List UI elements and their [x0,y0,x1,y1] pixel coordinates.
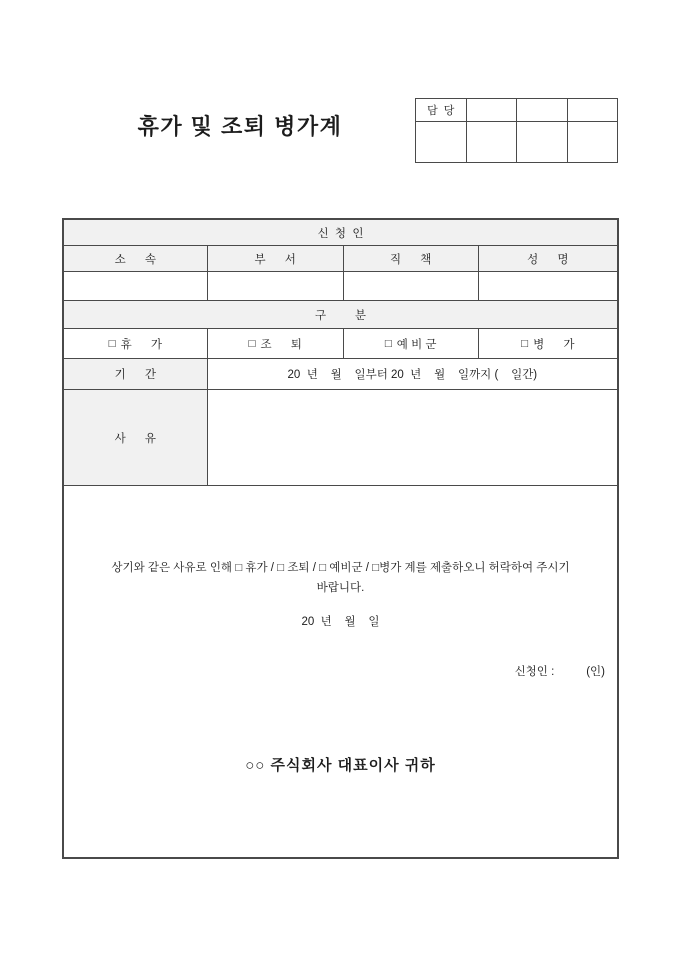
position-value-cell[interactable] [343,272,478,300]
recipient-line: ○○ 주식회사 대표이사 귀하 [245,757,436,774]
form-table [62,218,619,859]
approval-header-cell-empty-3 [567,99,618,121]
early-leave-option[interactable] [207,329,343,358]
reason-value-cell[interactable] [207,390,617,485]
applicant-header-row [64,245,617,271]
period-row [64,358,617,389]
approval-sign-cell-1[interactable] [416,122,466,162]
checkbox-icon[interactable]: □ [248,337,256,350]
closing-section [64,486,617,857]
affiliation-value-cell[interactable] [64,272,207,300]
category-options-row [64,328,617,358]
department-header: 부 서 [207,246,343,271]
closing-section-row [64,485,617,857]
form-title: 휴가 및 조퇴 병가계 [137,114,343,139]
reserve-army-option[interactable] [343,329,478,358]
approval-header-cell-damdang: 담 당 [427,105,455,117]
closing-date-line[interactable]: 20 년 월 일 [301,616,380,628]
approval-header-row [416,99,617,122]
applicant-value-row [64,271,617,300]
sick-leave-option-label: 병 가 [533,338,575,351]
closing-statement-line-1: 상기와 같은 사유로 인해 □ 휴가 / □ 조퇴 / □ 예비군 / □병가 계를 제출하오니 허락하여 주시기 [111,562,570,574]
reason-row [64,389,617,485]
position-header: 직 책 [343,246,478,271]
category-section-title: 구 분 [64,301,617,328]
approval-stamp-table [415,98,618,163]
sick-leave-option[interactable] [478,329,617,358]
affiliation-header: 소 속 [64,246,207,271]
approval-sign-cell-4[interactable] [567,122,618,162]
period-label: 기 간 [64,359,207,389]
vacation-option-label: 휴 가 [120,338,162,351]
name-header: 성 명 [478,246,617,271]
closing-statement-line-2: 바랍니다. [316,582,365,594]
checkbox-icon[interactable]: □ [384,337,392,350]
approval-sign-cell-3[interactable] [516,122,567,162]
applicant-section-title: 신 청 인 [64,220,617,245]
approval-sign-cell-2[interactable] [466,122,517,162]
early-leave-option-label: 조 퇴 [260,338,302,351]
period-value-cell[interactable]: 20 년 월 일부터 20 년 월 일까지 ( 일간) [207,359,617,389]
category-section-row [64,300,617,328]
applicant-section-row [64,220,617,245]
approval-signature-row [416,122,617,162]
checkbox-icon[interactable]: □ [521,337,529,350]
approval-header-cell-empty-1 [466,99,517,121]
reserve-army-option-label: 예 비 군 [396,338,437,351]
checkbox-icon[interactable]: □ [108,337,116,350]
vacation-option[interactable] [64,329,207,358]
department-value-cell[interactable] [207,272,343,300]
reason-label: 사 유 [64,390,207,485]
applicant-signature-line[interactable]: 신청인 : (인) [514,666,605,678]
approval-header-cell-empty-2 [516,99,567,121]
name-value-cell[interactable] [478,272,617,300]
